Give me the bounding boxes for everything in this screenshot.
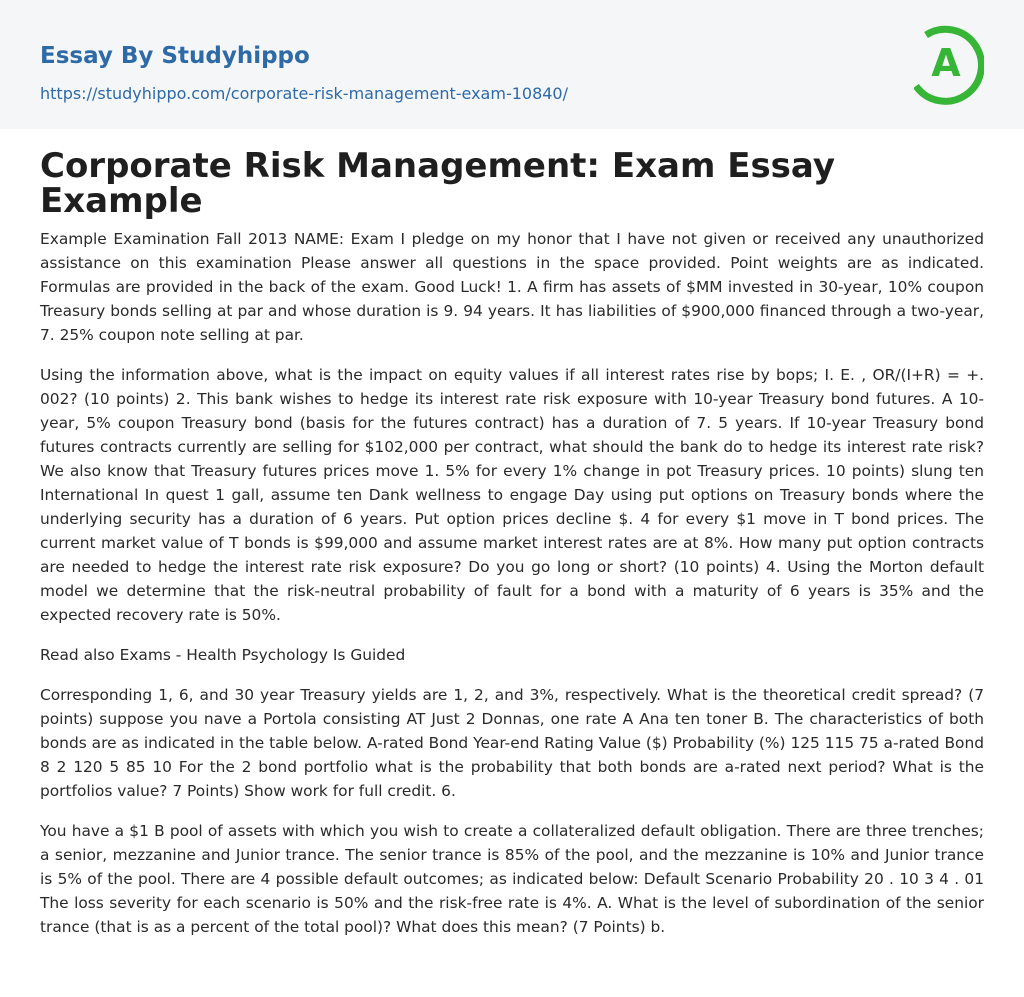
site-header [0, 0, 1024, 129]
read-also-link[interactable]: Read also Exams - Health Psychology Is Guided [40, 646, 406, 664]
page-url-link[interactable]: https://studyhippo.com/corporate-risk-management-exam-10840/ [40, 84, 568, 103]
studyhippo-logo[interactable] [914, 20, 984, 106]
paragraph-1: Example Examination Fall 2013 NAME: Exam I pledge on my honor that I have not given or received any unauthorized assistance on this examination Please answer all questions in the space provided. Point weights are as indicated. Formulas are provided in the back of the exam. Good Luck! 1. A firm has assets of $MM invested in 30-year, 10% coupon Treasury bonds selling at par and whose duration is 9. 94 years. It has liabilities of $900,000 financed through a two-year, 7. 25% coupon note selling at par. [40, 230, 984, 344]
logo-letter: A [931, 41, 961, 85]
paragraph-4: You have a $1 B pool of assets with which you wish to create a collateralized default obligation. There are three trenches; a senior, mezzanine and Junior trance. The senior trance is 85% of the pool, and the mezzanine is 10% and Junior trance is 5% of the pool. There are 4 possible default outcomes; as indicated below: Default Scenario Probability 20 . 10 3 4 . 01 The loss severity for each scenario is 50% and the risk-free rate is 4%. A. What is the level of subordination of the senior trance (that is as a percent of the total pool)? What does this mean? (7 Points) b. [40, 822, 984, 936]
page-title: Corporate Risk Management: Exam Essay Example [40, 146, 835, 221]
article [0, 146, 1024, 939]
site-brand[interactable]: Essay By Studyhippo [40, 43, 310, 69]
paragraph-2: Using the information above, what is the impact on equity values if all interest rates rise by bops; I. E. , OR/(I+R) = +. 002? (10 points) 2. This bank wishes to hedge its interest rate risk exposure with 10-year Treasury bond futures. A 10-year, 5% coupon Treasury bond (basis for the futures contract) has a duration of 7. 5 years. If 10-year Treasury bond futures contracts currently are selling for $102,000 per contract, what should the bank do to hedge its interest rate risk? We also know that Treasury futures prices move 1. 5% for every 1% change in pot Treasury prices. 10 points) slung ten International In quest 1 gall, assume ten Dank wellness to engage Day using put options on Treasury bonds where the underlying security has a duration of 6 years. Put option prices decline $. 4 for every $1 move in T bond prices. The current market value of T bonds is $99,000 and assume market interest rates are at 8%. How many put option contracts are needed to hedge the interest rate risk exposure? Do you go long or short? (10 points) 4. Using the Morton default model we determine that the risk-neutral probability of fault for a bond with a maturity of 6 years is 35% and the expected recovery rate is 50%. [40, 366, 984, 624]
paragraph-3: Corresponding 1, 6, and 30 year Treasury yields are 1, 2, and 3%, respectively. What is the theoretical credit spread? (7 points) suppose you nave a Portola consisting AT Just 2 Donnas, one rate A Ana ten toner B. The characteristics of both bonds are as indicated in the table below. A-rated Bond Year-end Rating Value ($) Probability (%) 125 115 75 a-rated Bond 8 2 120 5 85 10 For the 2 bond portfolio what is the probability that both bonds are a-rated next period? What is the portfolios value? 7 Points) Show work for full credit. 6. [40, 686, 984, 800]
